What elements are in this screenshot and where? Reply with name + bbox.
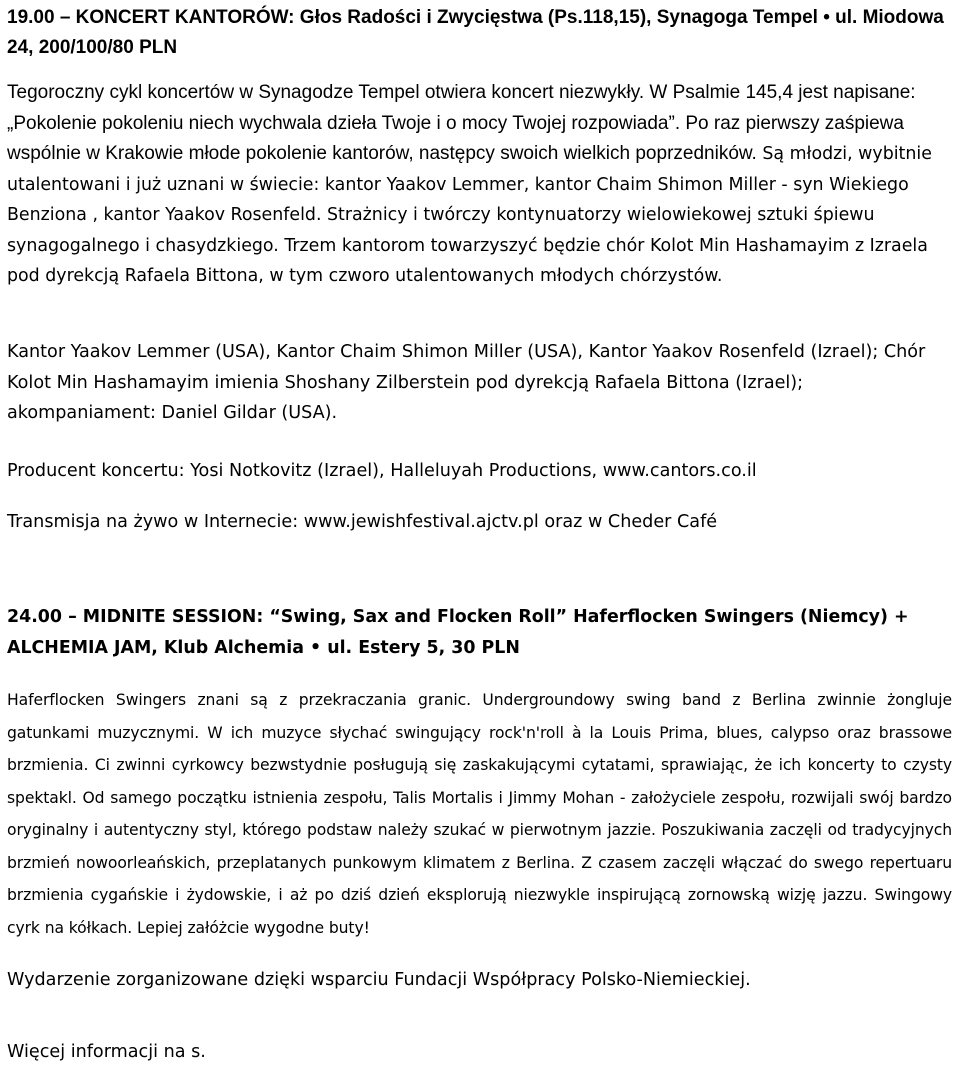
midnite-session-title: 24.00 – MIDNITE SESSION: “Swing, Sax and Flocken Roll” Haferflocken Swingers (Niemcy) + ALCHEMIA JAM, Klub Alchemia • ul. Estery 5, 30 PLN	[7, 607, 909, 658]
concert-broadcast: Transmisja na żywo w Internecie: www.jewishfestival.ajctv.pl oraz w Cheder Café	[7, 512, 718, 532]
concert-intro-lead: Tegoroczny cykl koncertów w Synagodze Tempel otwiera koncert niezwykły. W Psalmie 145,4 jest napisane: „Pokolenie pokoleniu niech wychwala dzieła Twoje i o mocy Twojej rozpowiada”. Po raz pierwszy zaśpiewa wspólnie w Krakowie młode pokolenie kantorów, następcy swoich wielkich poprzedników.	[7, 82, 916, 164]
concert-performers: Kantor Yaakov Lemmer (USA), Kantor Chaim Shimon Miller (USA), Kantor Yaakov Rosenfeld (Izrael); Chór Kolot Min Hashamayim imienia Shoshany Zilberstein pod dyrekcją Rafaela Bittona (Izrael); akompaniament: Daniel Gildar (USA).	[7, 342, 926, 423]
concert-intro-rest: Są młodzi, wybitnie utalentowani i już uznani w świecie: kantor Yaakov Lemmer, kantor Chaim Shimon Miller - syn Wiekiego Benziona , kantor Yaakov Rosenfeld. Strażnicy i twórczy kontynuatorzy wielowiekowej sztuki śpiewu synagogalnego i chasydzkiego. Trzem kantorom towarzyszyć będzie chór Kolot Min Hashamayim z Izraela pod dyrekcją Rafaela Bittona, w tym czworo utalentowanych młodych chórzystów.	[7, 144, 932, 286]
concert-producer: Producent koncertu: Yosi Notkovitz (Izrael), Halleluyah Productions, www.cantors.co.il	[7, 461, 757, 481]
concert-intro	[7, 78, 952, 292]
midnite-session-support: Wydarzenie zorganizowane dzięki wsparciu Fundacji Współpracy Polsko-Niemieckiej.	[7, 970, 751, 990]
midnite-session-description: Haferflocken Swingers znani są z przekraczania granic. Undergroundowy swing band z Berlina zwinnie żongluje gatunkami muzycznymi. W ich muzyce słychać swingujący rock'n'roll à la Louis Prima, blues, calypso oraz brassowe brzmienia. Ci zwinni cyrkowcy bezwstydnie posługują się zaskakującymi cytatami, sprawiając, że ich koncerty to czysty spektakl. Od samego początku istnienia zespołu, Talis Mortalis i Jimmy Mohan - założyciele zespołu, rozwijali swój bardzo oryginalny i autentyczny styl, którego podstaw należy szukać w pierwotnym jazzie. Poszukiwania zaczęli od tradycyjnych brzmień nowoorleańskich, przeplatanych punkowym klimatem z Berlina. Z czasem zaczęli włączać do swego repertuaru brzmienia cygańskie i żydowskie, i aż po dziś dzień eksplorują niezwykle inspirującą zornowską wizję jazzu. Swingowy cyrk na kółkach. Lepiej załóżcie wygodne buty!	[7, 691, 952, 937]
more-info: Więcej informacji na s.	[7, 1042, 206, 1062]
concert-title: 19.00 – KONCERT KANTORÓW: Głos Radości i Zwycięstwa (Ps.118,15), Synagoga Tempel • ul. Miodowa 24, 200/100/80 PLN	[7, 7, 944, 58]
